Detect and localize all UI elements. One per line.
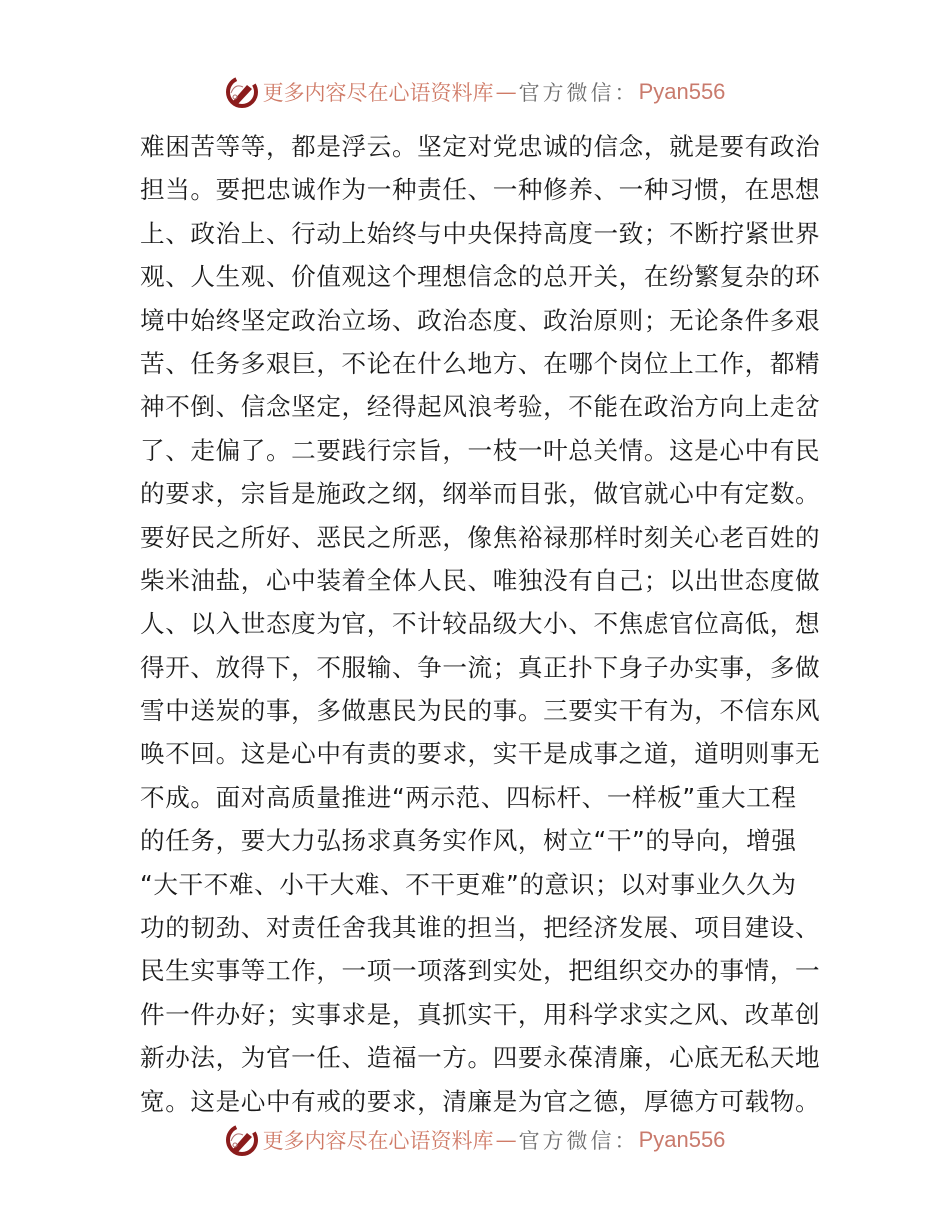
pen-logo-icon	[225, 1123, 259, 1157]
text-line: 的任务，要大力弘扬求真务实作风，树立“干”的导向，增强	[140, 826, 797, 856]
pen-logo-icon	[225, 75, 259, 109]
text-line: 民生实事等工作，一项一项落到实处，把组织交办的事情，一	[140, 956, 821, 986]
text-line: 人、以入世态度为官，不计较品级大小、不焦虑官位高低，想	[140, 609, 821, 639]
watermark-wechat-id: Pyan556	[638, 1127, 726, 1152]
text-line: 神不倒、信念坚定，经得起风浪考验，不能在政治方向上走岔	[140, 392, 821, 422]
text-line: 难困苦等等，都是浮云。坚定对党忠诚的信念，就是要有政治	[140, 132, 821, 161]
text-line: 担当。要把忠诚作为一种责任、一种修养、一种习惯，在思想	[140, 175, 821, 205]
text-line: 柴米油盐，心中装着全体人民、唯独没有自己；以出世态度做	[140, 565, 821, 595]
watermark-dash: —	[495, 1128, 517, 1152]
text-line: 上、政治上、行动上始终与中央保持高度一致；不断拧紧世界	[140, 218, 821, 248]
text-line: “大干不难、小干大难、不干更难”的意识；以对事业久久为	[140, 869, 797, 899]
text-line: 的要求，宗旨是施政之纲，纲举而目张，做官就心中有定数。	[140, 479, 821, 509]
text-line: 境中始终坚定政治立场、政治态度、政治原则；无论条件多艰	[140, 305, 821, 335]
document-body	[140, 125, 821, 1123]
text-line: 要好民之所好、恶民之所恶，像焦裕禄那样时刻关心老百姓的	[140, 522, 821, 552]
footer-watermark	[0, 1120, 950, 1160]
text-line: 了、走偏了。二要践行宗旨，一枝一叶总关情。这是心中有民	[140, 435, 821, 465]
text-line: 不成。面对高质量推进“两示范、四标杆、一样板”重大工程	[140, 782, 797, 812]
text-line: 件一件办好；实事求是，真抓实干，用科学求实之风、改革创	[140, 999, 821, 1029]
watermark-main-text: 更多内容尽在心语资料库	[262, 1129, 494, 1153]
watermark-dash: —	[495, 80, 517, 104]
text-line: 功的韧劲、对责任舍我其谁的担当，把经济发展、项目建设、	[140, 913, 821, 943]
text-line: 唤不回。这是心中有责的要求，实干是成事之道，道明则事无	[140, 739, 821, 769]
watermark-official-label: 官方微信：	[518, 1129, 639, 1153]
text-line: 新办法，为官一任、造福一方。四要永葆清廉，心底无私天地	[140, 1043, 821, 1073]
watermark-main-text: 更多内容尽在心语资料库	[262, 81, 494, 105]
watermark-wechat-id: Pyan556	[638, 79, 726, 104]
watermark-official-label: 官方微信：	[518, 81, 639, 105]
text-line: 雪中送炭的事，多做惠民为民的事。三要实干有为，不信东风	[140, 696, 821, 726]
text-line: 苦、任务多艰巨，不论在什么地方、在哪个岗位上工作，都精	[140, 348, 821, 378]
text-line: 得开、放得下，不服输、争一流；真正扑下身子办实事，多做	[140, 652, 821, 682]
text-line: 观、人生观、价值观这个理想信念的总开关，在纷繁复杂的环	[140, 262, 821, 292]
header-watermark	[0, 72, 950, 112]
text-line: 宽。这是心中有戒的要求，清廉是为官之德，厚德方可载物。	[140, 1086, 821, 1116]
